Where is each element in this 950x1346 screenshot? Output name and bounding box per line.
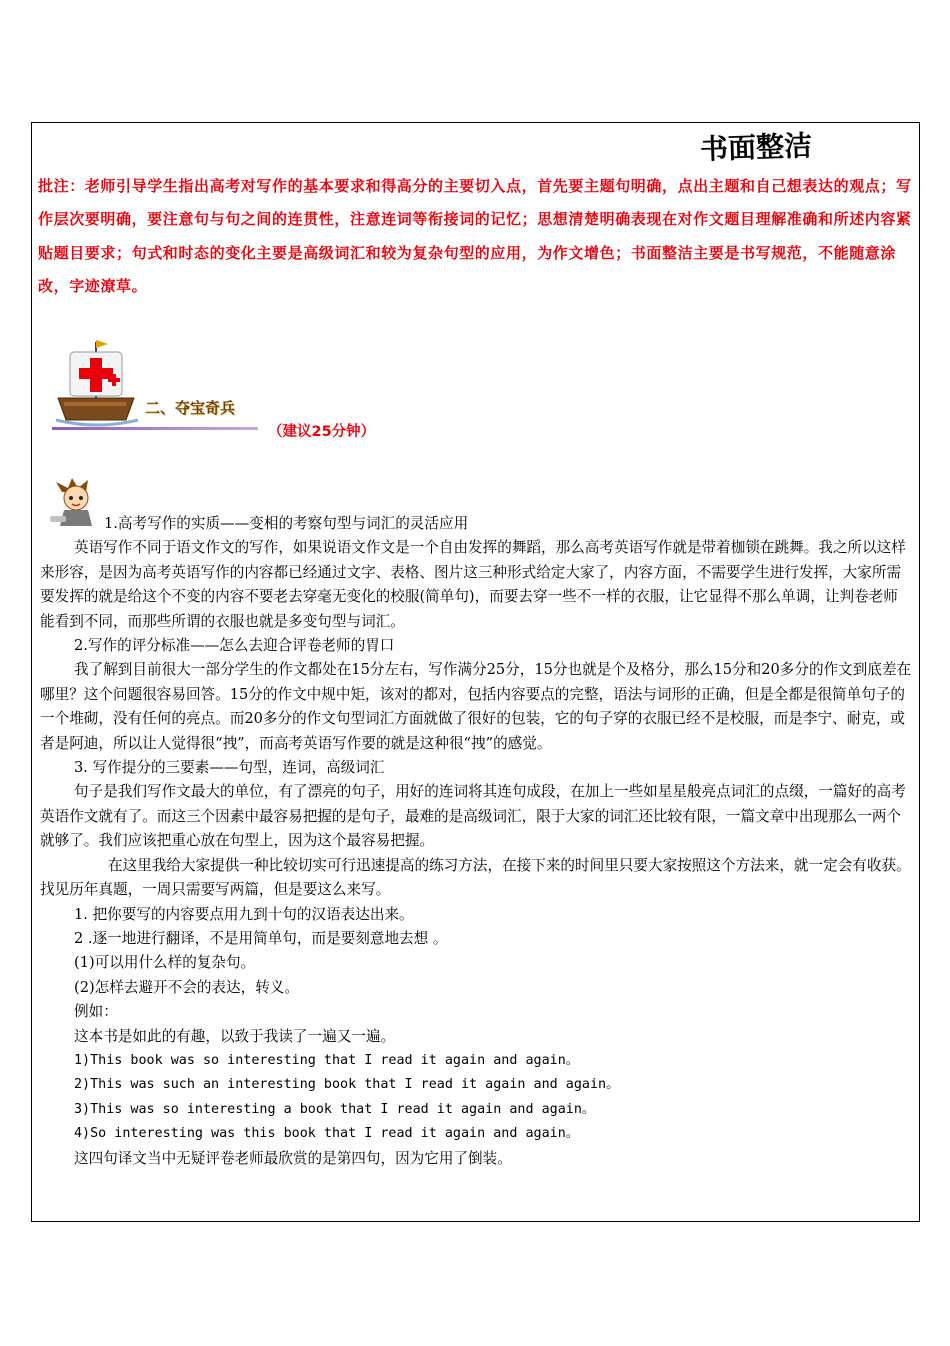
teacher-note: 批注：老师引导学生指出高考对写作的基本要求和得高分的主要切入点，首先要主题句明确，点出主题和自己想表达的观点；写作层次要明确，要注意句与句之间的连贯性，注意连词等衔接词的记忆；思想清楚明确表现在对作文题目理解准确和所述内容紧贴题目要求；句式和时态的变化主要是高级词汇和较为复杂句型的应用，为作文增色；书面整洁主要是书写规范，不能随意涂改，字迹潦草。	[38, 177, 912, 295]
article-body	[40, 512, 912, 1171]
paragraph-2: 我了解到目前很大一部分学生的作文都处在15分左右，写作满分25分，15分也就是个及格分，那么15分和20多分的作文到底差在哪里？这个问题很容易回答。15分的作文中规中矩，该对的都对，包括内容要点的完整，语法与词形的正确，但是全都是很简单句子的一个堆砌，没有任何的亮点。而20多分的作文句型词汇方面就做了很好的包装，它的句子穿的衣服已经不是校服，而是李宁、耐克，或者是阿迪，所以让人觉得很“拽”，而高考英语写作要的就是这种很“拽”的感觉。	[40, 661, 912, 752]
ship-icon	[50, 336, 142, 428]
english-example-4: 4)So interesting was this book that I read it again and again。	[74, 1126, 580, 1142]
english-example-2: 2)This was such an interesting book that I read it again and again。	[74, 1077, 620, 1093]
time-suggestion: （建议25分钟）	[268, 424, 376, 440]
heading-3: 3. 写作提分的三要素——句型，连词，高级词汇	[74, 759, 385, 777]
english-example-3: 3)This was so interesting a book that I read it again and again。	[74, 1101, 596, 1117]
heading-2: 2.写作的评分标准——怎么去迎合评卷老师的胃口	[74, 637, 395, 655]
paragraph-3: 句子是我们写作文最大的单位，有了漂亮的句子，用好的连词将其连句成段，在加上一些如星星般亮点词汇的点缀，一篇好的高考英语作文就有了。而这三个因素中最容易把握的是句子，最难的是高级词汇，限于大家的词汇还比较有限，一篇文章中出现那么一两个就够了。我们应该把重心放在句型上，因为这个最容易把握。	[40, 783, 906, 850]
example-chinese: 这本书是如此的有趣，以致于我读了一遍又一遍。	[74, 1027, 396, 1045]
section-underline	[52, 427, 258, 430]
conclusion: 这四句译文当中无疑评卷老师最欣赏的是第四句，因为它用了倒装。	[74, 1149, 512, 1167]
question-1: (1)可以用什么样的复杂句。	[74, 954, 256, 972]
question-2: (2)怎样去避开不会的表达，转义。	[74, 978, 299, 996]
section-title: 二、夺宝奇兵	[145, 399, 236, 417]
heading-1: 1.高考写作的实质——变相的考察句型与词汇的灵活应用	[104, 515, 469, 532]
example-label: 例如：	[74, 1003, 118, 1021]
step-2: 2 .逐一地进行翻译，不是用简单句，而是要刻意地去想 。	[74, 929, 448, 947]
paragraph-1: 英语写作不同于语文作文的写作，如果说语文作文是一个自由发挥的舞蹈，那么高考英语写作就是带着枷锁在跳舞。我之所以这样来形容，是因为高考英语写作的内容都已经通过文字、表格、图片这三种形式给定大家了，内容方面，不需要学生进行发挥，大家所需要发挥的就是给这个不变的内容不要老去穿毫无变化的校服(简单句)，而要去穿一些不一样的衣服，让它显得不那么单调，让判卷老师能看到不同，而那些所谓的衣服也就是多变句型与词汇。	[40, 539, 906, 630]
english-example-1: 1)This book was so interesting that I read it again and again。	[74, 1052, 580, 1068]
handwritten-title: 书面整洁	[699, 129, 813, 166]
paragraph-4: 在这里我给大家提供一种比较切实可行迅速提高的练习方法，在接下来的时间里只要大家按照这个方法来，就一定会有收获。找见历年真题，一周只需要写两篇，但是要这么来写。	[40, 856, 911, 899]
step-1: 1. 把你要写的内容要点用九到十句的汉语表达出来。	[74, 905, 414, 923]
